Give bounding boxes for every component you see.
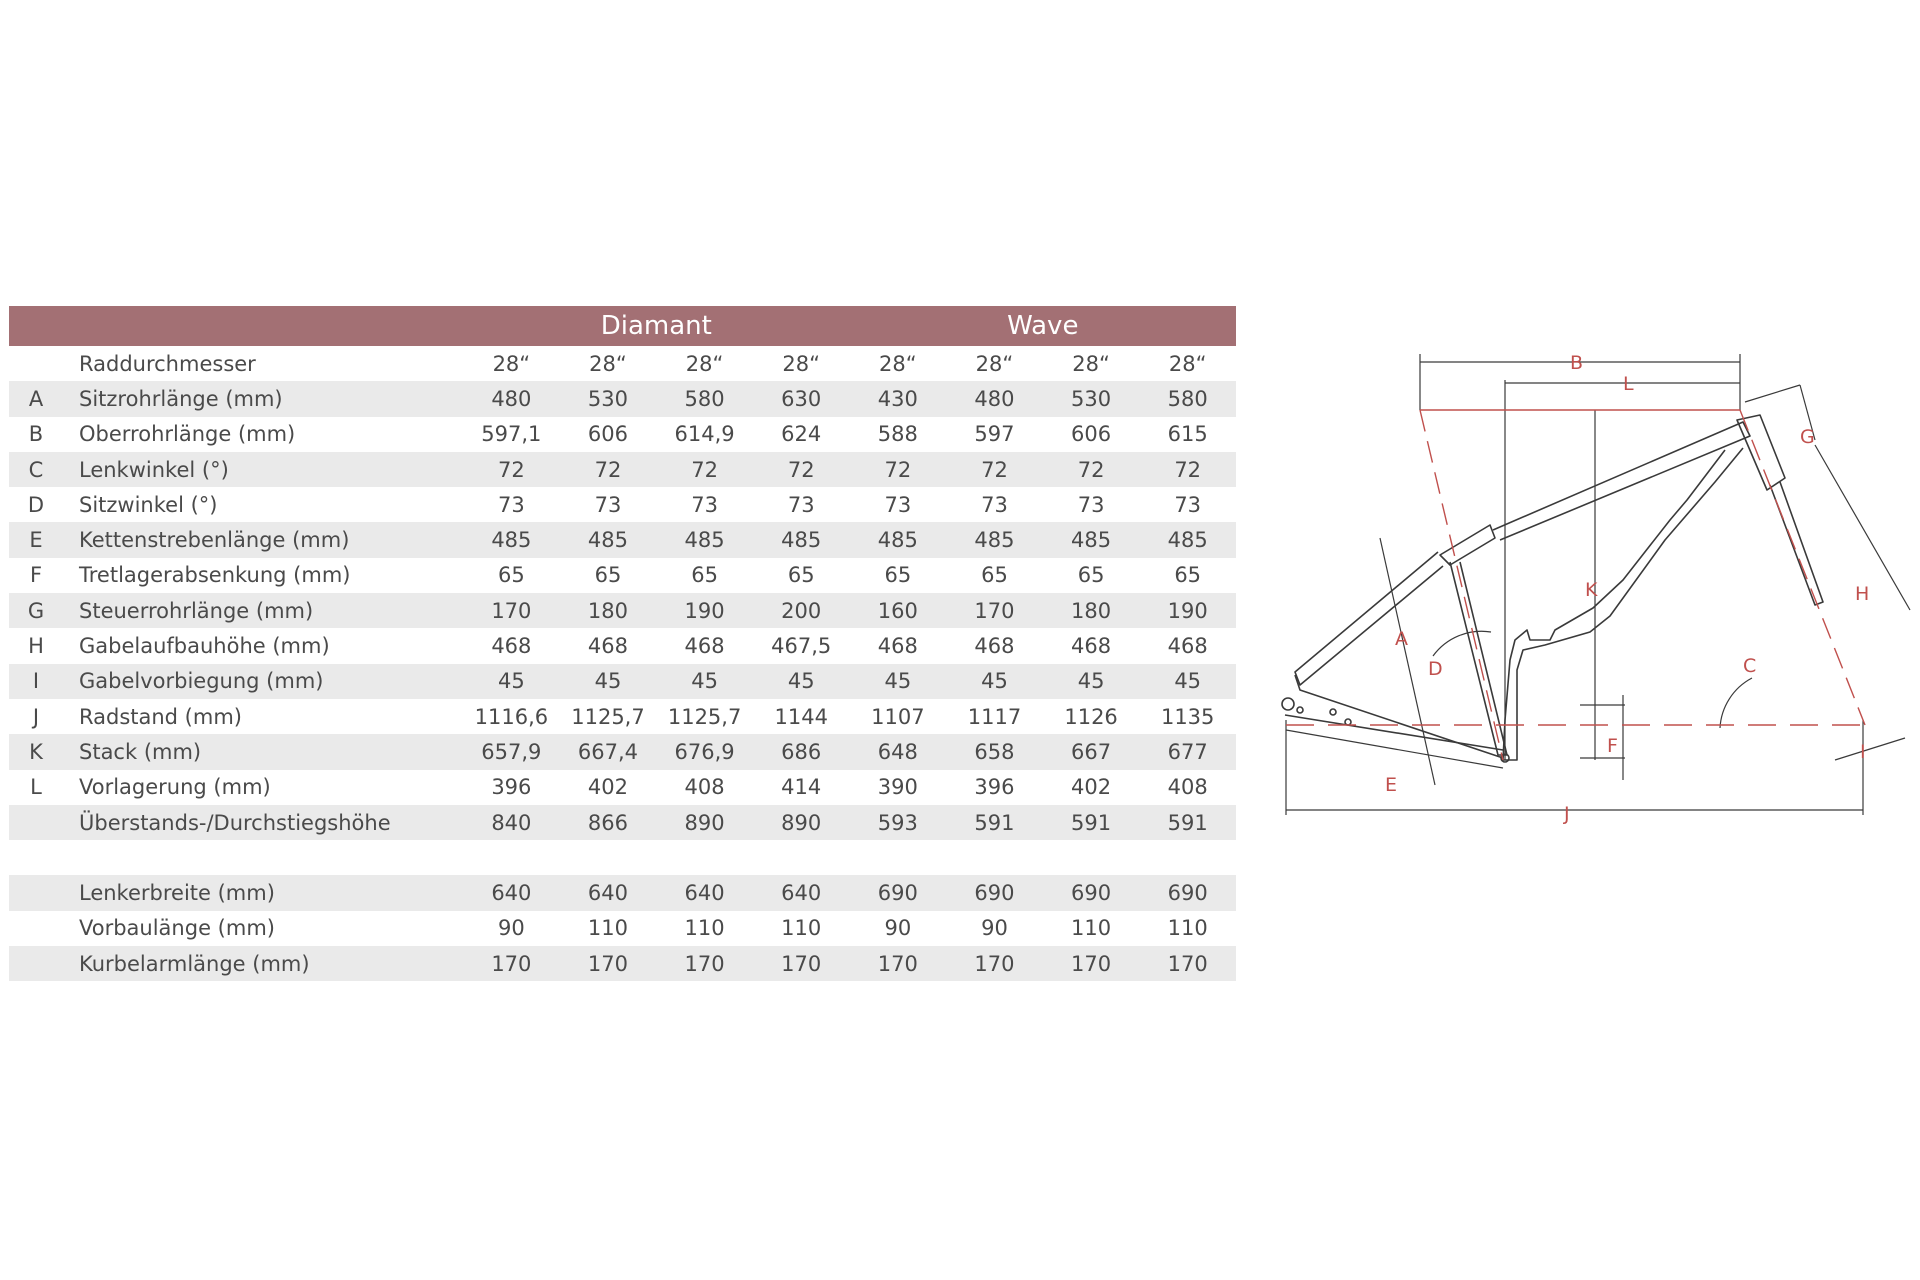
cell-value: 1125,7	[571, 704, 645, 729]
cell-value: 45	[850, 664, 947, 699]
row-letter: H	[28, 634, 44, 659]
cell-value: 200	[753, 593, 850, 628]
cell-value: 65	[691, 563, 718, 588]
row-letter: F	[29, 563, 43, 588]
cell-value: 73	[1077, 492, 1105, 517]
cell-value: 190	[1139, 593, 1236, 628]
cell-value: 28“	[685, 351, 724, 376]
cell-value: 468	[684, 634, 725, 659]
cell-value: 90	[498, 916, 525, 941]
cell-value: 190	[656, 593, 753, 628]
label-K: K	[1585, 579, 1598, 601]
cell-value: 658	[946, 734, 1043, 769]
cell-value: 485	[560, 522, 657, 557]
row-label: Sitzrohrlänge (mm)	[63, 381, 463, 416]
cell-value: 485	[1043, 522, 1140, 557]
cell-value: 402	[587, 775, 629, 800]
cell-value: 28“	[1168, 351, 1207, 376]
cell-value: 530	[560, 381, 657, 416]
cell-value: 890	[656, 805, 753, 840]
row-letter: J	[32, 704, 40, 729]
cell-value: 408	[1167, 775, 1208, 800]
cell-value: 1135	[1160, 704, 1215, 729]
cell-value: 28“	[589, 351, 627, 376]
row-label: Überstands-/Durchstiegshöhe	[63, 805, 463, 840]
cell-value: 110	[587, 916, 629, 941]
cell-value: 73	[1174, 492, 1202, 517]
row-label: Lenkwinkel (°)	[63, 452, 463, 487]
cell-value: 72	[656, 452, 753, 487]
cell-value: 468	[1167, 634, 1208, 659]
cell-value: 657,9	[463, 734, 560, 769]
cell-value: 588	[877, 422, 918, 447]
cell-value: 170	[560, 946, 657, 981]
table-row	[9, 593, 1236, 628]
row-label: Gabelaufbauhöhe (mm)	[79, 634, 330, 659]
label-J: J	[1564, 803, 1570, 825]
cell-value: 65	[498, 563, 525, 588]
table-row	[9, 911, 1236, 946]
cell-value: 170	[850, 946, 947, 981]
cell-value: 468	[587, 634, 629, 659]
cell-value: 45	[463, 664, 560, 699]
cell-value: 414	[781, 775, 822, 800]
cell-value: 72	[753, 452, 850, 487]
label-A: A	[1395, 628, 1408, 650]
row-label: Steuerrohrlänge (mm)	[63, 593, 463, 628]
cell-value: 580	[656, 381, 753, 416]
cell-value: 480	[463, 381, 560, 416]
cell-value: 485	[946, 522, 1043, 557]
cell-value: 45	[1043, 664, 1140, 699]
cell-value: 485	[850, 522, 947, 557]
cell-value: 28“	[782, 351, 821, 376]
cell-value: 65	[594, 563, 622, 588]
row-letter	[9, 911, 63, 946]
cell-value: 110	[1071, 916, 1112, 941]
label-D: D	[1428, 658, 1443, 680]
row-letter	[9, 805, 63, 840]
table-row	[9, 522, 1236, 557]
cell-value: 28“	[879, 351, 917, 376]
table-row	[9, 381, 1236, 416]
bike-frame-diagram	[1255, 340, 1920, 840]
cell-value: 45	[1139, 664, 1236, 699]
row-letter: E	[9, 522, 63, 557]
cell-value: 73	[787, 492, 815, 517]
cell-value: 396	[974, 775, 1015, 800]
cell-value: 90	[981, 916, 1008, 941]
cell-value: 1116,6	[474, 704, 549, 729]
cell-value: 72	[1139, 452, 1236, 487]
cell-value: 580	[1139, 381, 1236, 416]
frame-outline	[1282, 415, 1823, 762]
table-row	[9, 875, 1236, 910]
cell-value: 402	[1071, 775, 1112, 800]
cell-value: 676,9	[656, 734, 753, 769]
table-row	[9, 805, 1236, 840]
label-L: L	[1623, 373, 1634, 395]
cell-value: 890	[753, 805, 850, 840]
cell-value: 90	[884, 916, 912, 941]
cell-value: 640	[463, 875, 560, 910]
cell-value: 430	[850, 381, 947, 416]
dimension-labels	[1385, 352, 1869, 825]
row-letter: K	[9, 734, 63, 769]
cell-value: 396	[491, 775, 532, 800]
group-header: Wave	[850, 306, 1236, 346]
group-header: Diamant	[463, 306, 849, 346]
cell-value: 597,1	[481, 422, 542, 447]
table-row	[9, 487, 1236, 522]
row-label: Oberrohrlänge (mm)	[79, 422, 296, 447]
row-letter: A	[9, 381, 63, 416]
cell-value: 690	[1043, 875, 1140, 910]
cell-value: 667,4	[560, 734, 657, 769]
table-row	[9, 452, 1236, 487]
row-label: Lenkerbreite (mm)	[63, 875, 463, 910]
cell-value: 170	[753, 946, 850, 981]
header-blank	[9, 306, 63, 346]
cell-value: 485	[1139, 522, 1236, 557]
cell-value: 45	[753, 664, 850, 699]
cell-value: 180	[560, 593, 657, 628]
cell-value: 73	[498, 492, 525, 517]
cell-value: 170	[1043, 946, 1140, 981]
cell-value: 667	[1043, 734, 1140, 769]
row-letter: L	[30, 775, 42, 800]
cell-value: 28“	[975, 351, 1014, 376]
cell-value: 640	[656, 875, 753, 910]
cell-value: 45	[560, 664, 657, 699]
cell-value: 28“	[492, 351, 531, 376]
cell-value: 591	[946, 805, 1043, 840]
cell-value: 686	[753, 734, 850, 769]
cell-value: 408	[684, 775, 725, 800]
row-letter	[9, 346, 63, 381]
table-row	[9, 699, 1236, 734]
cell-value: 591	[1139, 805, 1236, 840]
cell-value: 640	[560, 875, 657, 910]
row-label: Sitzwinkel (°)	[79, 492, 218, 517]
cell-value: 1126	[1064, 704, 1118, 729]
cell-value: 1107	[871, 704, 925, 729]
cell-value: 73	[594, 492, 622, 517]
cell-value: 72	[850, 452, 947, 487]
cell-value: 648	[850, 734, 947, 769]
cell-value: 45	[946, 664, 1043, 699]
cell-value: 468	[974, 634, 1015, 659]
label-E: E	[1385, 774, 1398, 796]
spacer-cell	[9, 840, 1236, 875]
cell-value: 110	[1167, 916, 1208, 941]
cell-value: 480	[946, 381, 1043, 416]
cell-value: 606	[1071, 422, 1112, 447]
cell-value: 1144	[774, 704, 828, 729]
row-label: Gabelvorbiegung (mm)	[63, 664, 463, 699]
row-label: Stack (mm)	[63, 734, 463, 769]
row-letter: G	[9, 593, 63, 628]
header-blank	[63, 306, 463, 346]
cell-value: 170	[946, 946, 1043, 981]
cell-value: 390	[877, 775, 918, 800]
table-row	[9, 417, 1236, 452]
cell-value: 690	[1139, 875, 1236, 910]
row-label: Vorlagerung (mm)	[79, 775, 271, 800]
row-label: Vorbaulänge (mm)	[79, 916, 275, 941]
group-header-row	[9, 306, 1236, 346]
label-B: B	[1570, 352, 1584, 374]
row-label: Tretlagerabsenkung (mm)	[79, 563, 351, 588]
cell-value: 467,5	[771, 634, 832, 659]
cell-value: 615	[1167, 422, 1208, 447]
cell-value: 690	[850, 875, 947, 910]
cell-value: 485	[463, 522, 560, 557]
cell-value: 591	[1043, 805, 1140, 840]
cell-value: 690	[946, 875, 1043, 910]
cell-value: 65	[981, 563, 1008, 588]
cell-value: 110	[781, 916, 822, 941]
row-letter	[9, 875, 63, 910]
label-C: C	[1743, 655, 1757, 677]
cell-value: 468	[877, 634, 918, 659]
cell-value: 65	[1174, 563, 1202, 588]
table-row	[9, 664, 1236, 699]
cell-value: 840	[463, 805, 560, 840]
row-label: Radstand (mm)	[79, 704, 242, 729]
spacer-row	[9, 840, 1236, 875]
cell-value: 65	[787, 563, 815, 588]
cell-value: 170	[463, 946, 560, 981]
cell-value: 468	[491, 634, 532, 659]
cell-value: 530	[1043, 381, 1140, 416]
row-label: Kettenstrebenlänge (mm)	[63, 522, 463, 557]
row-letter: B	[28, 422, 44, 447]
cell-value: 72	[560, 452, 657, 487]
cell-value: 110	[684, 916, 725, 941]
table-row	[9, 946, 1236, 981]
label-H: H	[1855, 583, 1870, 605]
cell-value: 485	[753, 522, 850, 557]
geometry-table	[9, 306, 1236, 981]
cell-value: 866	[560, 805, 657, 840]
cell-value: 73	[884, 492, 912, 517]
row-letter: D	[27, 492, 45, 517]
cell-value: 624	[781, 422, 822, 447]
cell-value: 65	[1077, 563, 1105, 588]
table-row	[9, 734, 1236, 769]
cell-value: 677	[1139, 734, 1236, 769]
cell-value: 640	[753, 875, 850, 910]
cell-value: 160	[850, 593, 947, 628]
cell-value: 630	[753, 381, 850, 416]
row-letter	[9, 946, 63, 981]
table-row	[9, 558, 1236, 593]
cell-value: 1117	[967, 704, 1022, 729]
cell-value: 72	[463, 452, 560, 487]
cell-value: 614,9	[674, 422, 735, 447]
cell-value: 597	[974, 422, 1015, 447]
cell-value: 170	[656, 946, 753, 981]
cell-value: 170	[1139, 946, 1236, 981]
row-label: Kurbelarmlänge (mm)	[63, 946, 463, 981]
cell-value: 485	[656, 522, 753, 557]
label-G: G	[1800, 426, 1815, 448]
cell-value: 593	[850, 805, 947, 840]
cell-value: 73	[691, 492, 718, 517]
label-F: F	[1607, 735, 1618, 757]
cell-value: 1125,7	[667, 704, 742, 729]
cell-value: 28“	[1072, 351, 1110, 376]
row-letter: C	[9, 452, 63, 487]
table-row	[9, 770, 1236, 805]
cell-value: 72	[1043, 452, 1140, 487]
table-row	[9, 628, 1236, 663]
label-I: I	[1860, 741, 1866, 763]
cell-value: 73	[981, 492, 1008, 517]
cell-value: 468	[1071, 634, 1112, 659]
cell-value: 606	[587, 422, 629, 447]
cell-value: 170	[946, 593, 1043, 628]
table-row	[9, 346, 1236, 381]
cell-value: 45	[656, 664, 753, 699]
row-letter: I	[9, 664, 63, 699]
cell-value: 65	[884, 563, 912, 588]
cell-value: 180	[1043, 593, 1140, 628]
row-label: Raddurchmesser	[79, 351, 256, 376]
cell-value: 72	[946, 452, 1043, 487]
cell-value: 170	[463, 593, 560, 628]
